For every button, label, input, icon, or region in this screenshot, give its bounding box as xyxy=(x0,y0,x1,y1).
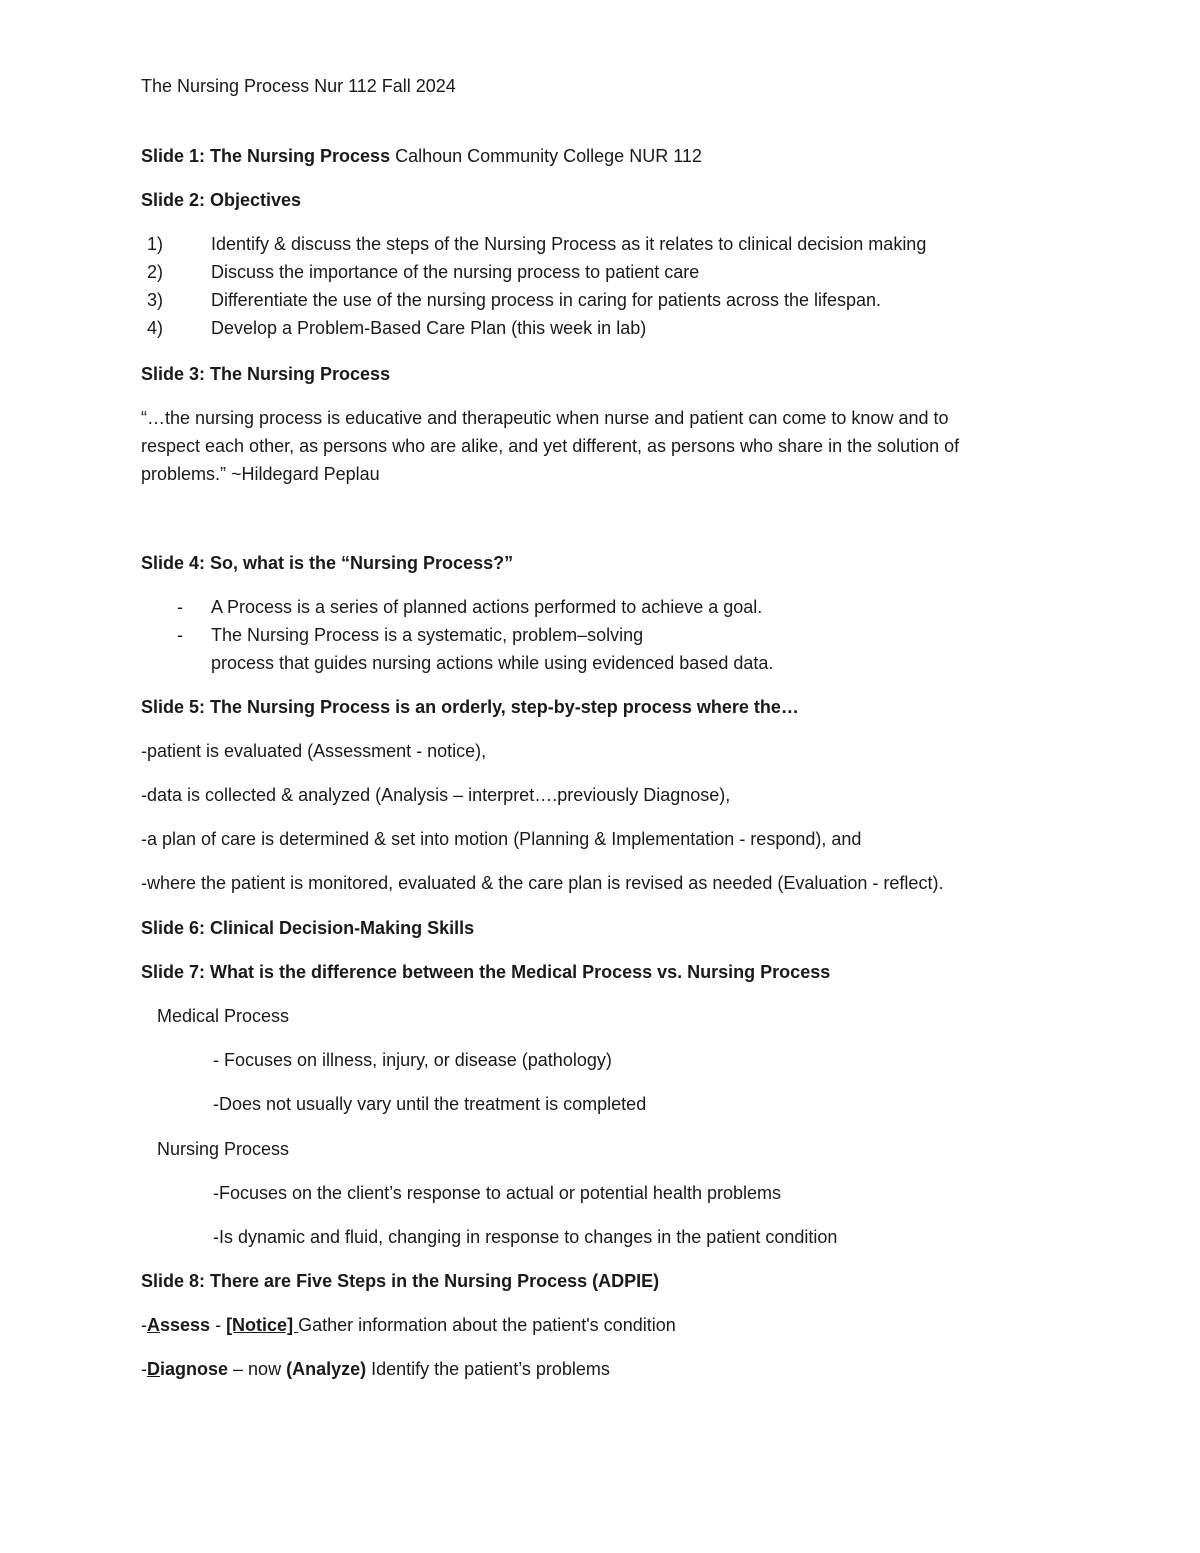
step-initial: A xyxy=(147,1315,160,1335)
process-item: -a plan of care is determined & set into motion (Planning & Implementation - respond), and xyxy=(141,829,862,849)
document-header: The Nursing Process Nur 112 Fall 2024 xyxy=(141,76,456,96)
adpie-step-diagnose: -Diagnose – now (Analyze) Identify the patient’s problems xyxy=(141,1359,610,1379)
peplau-quote-line: respect each other, as persons who are alike, and yet different, as persons who share in the solution of xyxy=(141,436,960,456)
step-word: ssess xyxy=(160,1315,211,1335)
dash-bullet-icon: - xyxy=(177,597,183,617)
objective-text: Differentiate the use of the nursing process in caring for patients across the lifespan. xyxy=(211,290,882,310)
slide-2-label: Slide 2: Objectives xyxy=(141,190,302,210)
slide-3-label: Slide 3: The Nursing Process xyxy=(141,364,391,384)
process-item: -data is collected & analyzed (Analysis – interpret….previously Diagnose), xyxy=(141,785,731,805)
objective-text: Discuss the importance of the nursing process to patient care xyxy=(211,262,700,282)
medical-process-item: -Does not usually vary until the treatment is completed xyxy=(213,1094,647,1114)
step-initial: D xyxy=(147,1359,160,1379)
step-tag: (Analyze) xyxy=(286,1359,367,1379)
slide-6-label: Slide 6: Clinical Decision-Making Skills xyxy=(141,918,475,938)
objective-text: Develop a Problem-Based Care Plan (this week in lab) xyxy=(211,318,647,338)
step-word: iagnose xyxy=(160,1359,229,1379)
slide-1-text: Calhoun Community College NUR 112 xyxy=(390,146,702,166)
slide-1 xyxy=(141,142,702,170)
step-description: Gather information about the patient's condition xyxy=(298,1315,676,1335)
slide-5-label: Slide 5: The Nursing Process is an orderly, step-by-step process where the… xyxy=(141,697,799,717)
slide-4-label: Slide 4: So, what is the “Nursing Process?” xyxy=(141,553,514,573)
slide-7-label: Slide 7: What is the difference between the Medical Process vs. Nursing Process xyxy=(141,962,831,982)
step-tag: [Notice] xyxy=(226,1315,299,1335)
slide-8-label: Slide 8: There are Five Steps in the Nursing Process (ADPIE) xyxy=(141,1271,660,1291)
medical-process-heading: Medical Process xyxy=(157,1006,290,1026)
process-item: -where the patient is monitored, evaluated & the care plan is revised as needed (Evaluation - reflect). xyxy=(141,873,944,893)
nursing-process-item: -Focuses on the client’s response to actual or potential health problems xyxy=(213,1183,781,1203)
nursing-process-heading: Nursing Process xyxy=(157,1139,290,1159)
bullet-text: A Process is a series of planned actions performed to achieve a goal. xyxy=(211,597,763,617)
objective-number: 1) xyxy=(147,234,164,254)
medical-process-item: - Focuses on illness, injury, or disease (pathology) xyxy=(213,1050,612,1070)
dash-bullet-icon: - xyxy=(177,625,183,645)
objective-number: 4) xyxy=(147,318,164,338)
adpie-step-assess: -Assess - [Notice] Gather information about the patient's condition xyxy=(141,1315,676,1335)
peplau-quote-line: problems.” ~Hildegard Peplau xyxy=(141,464,380,484)
bullet-text: The Nursing Process is a systematic, problem–solving xyxy=(211,625,644,645)
objective-number: 3) xyxy=(147,290,164,310)
nursing-process-item: -Is dynamic and fluid, changing in response to changes in the patient condition xyxy=(213,1227,838,1247)
slide-1-label: Slide 1: The Nursing Process xyxy=(141,146,391,166)
step-description: Identify the patient’s problems xyxy=(366,1359,610,1379)
peplau-quote-line: “…the nursing process is educative and therapeutic when nurse and patient can come to know and to xyxy=(141,408,949,428)
process-item: -patient is evaluated (Assessment - notice), xyxy=(141,741,487,761)
objective-text: Identify & discuss the steps of the Nursing Process as it relates to clinical decision making xyxy=(211,234,927,254)
objective-number: 2) xyxy=(147,262,164,282)
